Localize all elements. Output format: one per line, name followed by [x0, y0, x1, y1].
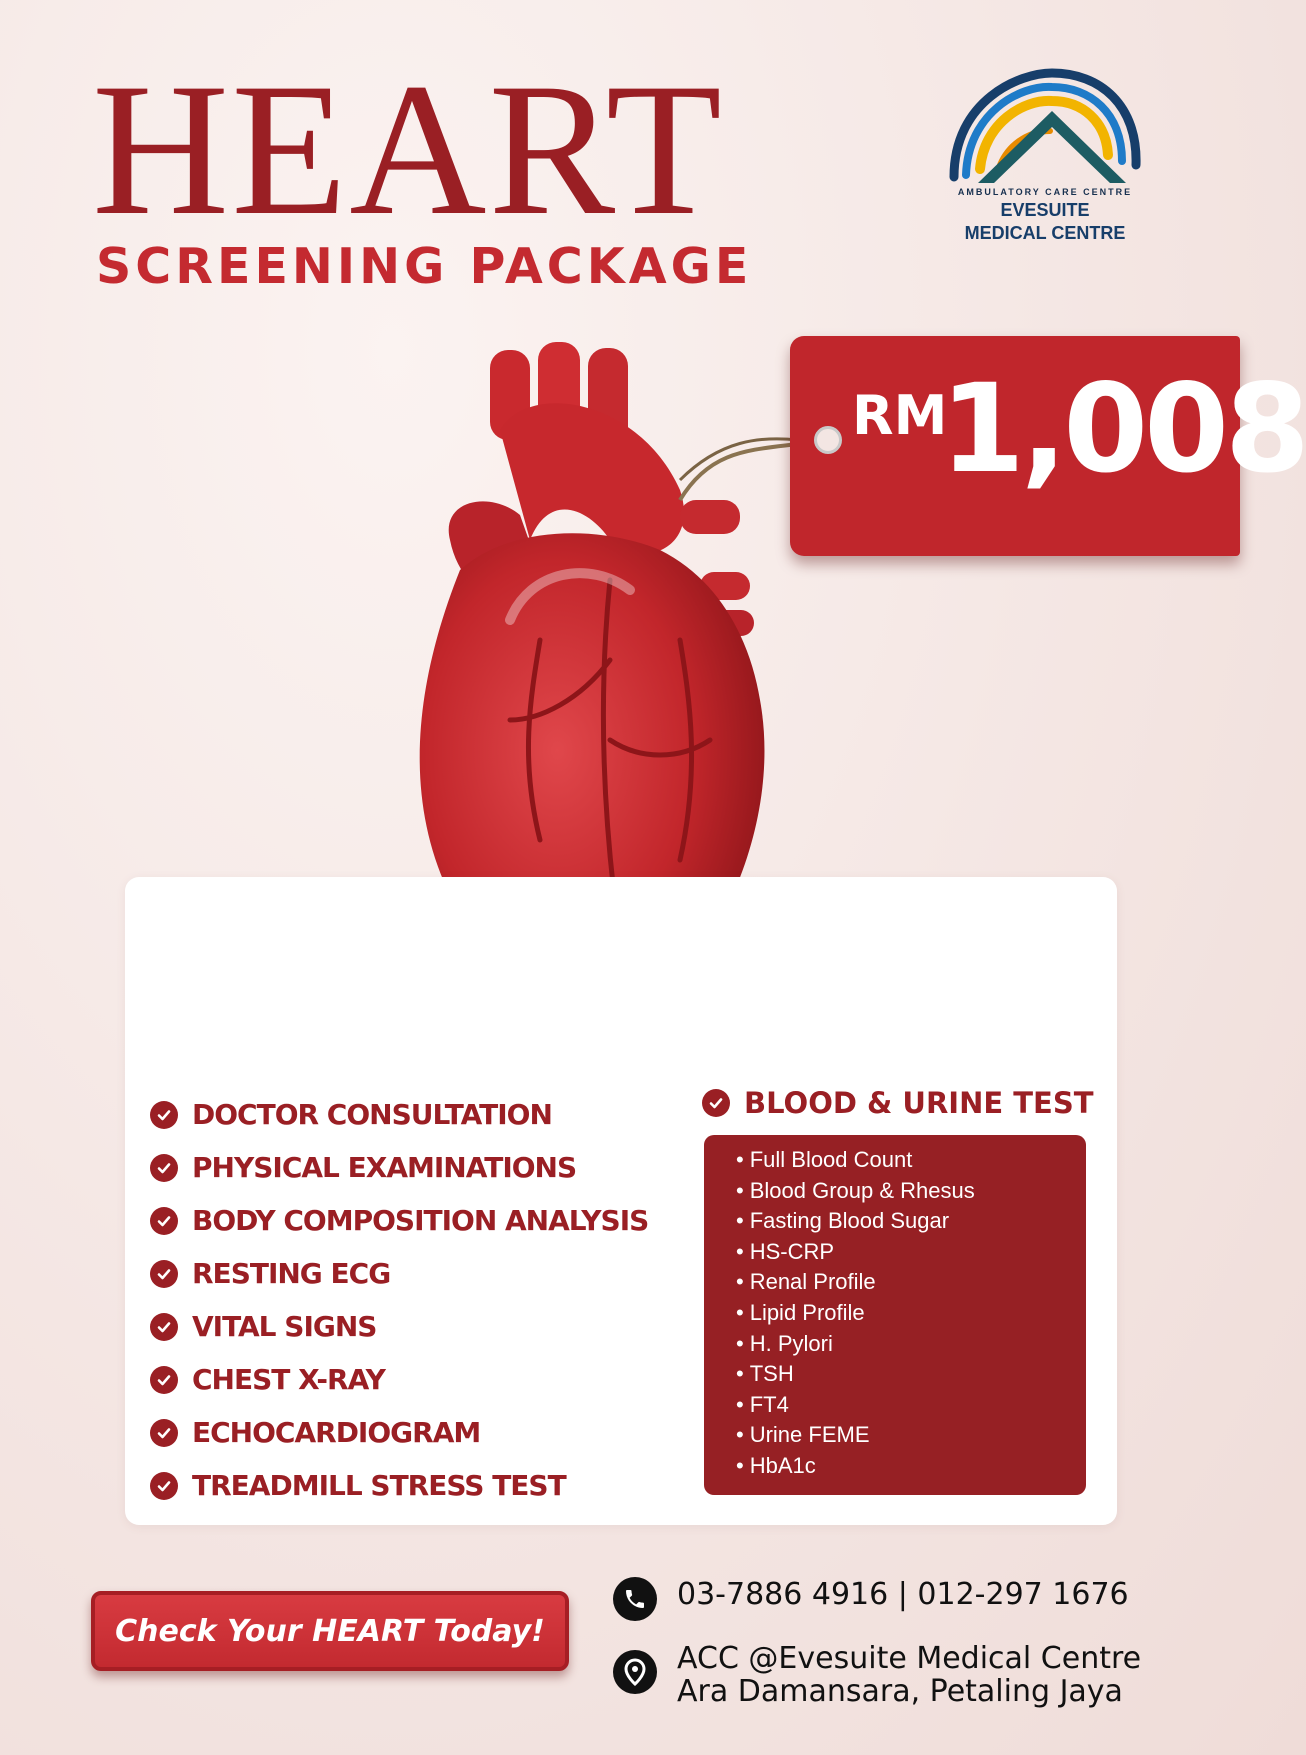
page-subtitle: SCREENING PACKAGE: [96, 238, 753, 295]
price-currency: RM: [852, 384, 948, 447]
page-title: HEART: [92, 45, 724, 255]
list-item: [150, 1300, 648, 1353]
list-item: • FT4: [736, 1390, 1086, 1421]
check-circle-icon: [150, 1313, 178, 1341]
list-item: [150, 1406, 648, 1459]
check-circle-icon: [150, 1154, 178, 1182]
clinic-logo: [940, 65, 1150, 255]
blood-test-list-box: [704, 1135, 1086, 1495]
list-item: [150, 1141, 648, 1194]
contact-address-line1: ACC @Evesuite Medical Centre: [677, 1641, 1142, 1676]
list-item: • Urine FEME: [736, 1420, 1086, 1451]
services-list: [150, 1088, 648, 1512]
check-circle-icon: [150, 1366, 178, 1394]
price-tag: [790, 336, 1306, 556]
logo-name-line1: EVESUITE: [1000, 200, 1090, 220]
blood-test-heading: [702, 1086, 1094, 1120]
check-circle-icon: [150, 1472, 178, 1500]
list-item: • Fasting Blood Sugar: [736, 1206, 1086, 1237]
list-item: • Lipid Profile: [736, 1298, 1086, 1329]
check-circle-icon: [702, 1089, 730, 1117]
logo-arc-icon: [940, 65, 1150, 190]
service-label: BODY COMPOSITION ANALYSIS: [192, 1204, 649, 1237]
location-pin-icon: [613, 1650, 657, 1694]
service-label: TREADMILL STRESS TEST: [192, 1469, 566, 1502]
phone-icon: [613, 1577, 657, 1621]
list-item: • HbA1c: [736, 1451, 1086, 1482]
contact-phone[interactable]: 03-7886 4916 | 012-297 1676: [677, 1577, 1129, 1612]
list-item: [150, 1459, 648, 1512]
check-circle-icon: [150, 1101, 178, 1129]
list-item: • Full Blood Count: [736, 1145, 1086, 1176]
service-label: DOCTOR CONSULTATION: [192, 1098, 552, 1131]
service-label: PHYSICAL EXAMINATIONS: [192, 1151, 577, 1184]
blood-test-list: [704, 1135, 1086, 1482]
service-label: VITAL SIGNS: [192, 1310, 377, 1343]
tag-string-icon: [680, 380, 800, 520]
service-label: CHEST X-RAY: [192, 1363, 385, 1396]
list-item: [150, 1194, 648, 1247]
list-item: • TSH: [736, 1359, 1086, 1390]
check-circle-icon: [150, 1207, 178, 1235]
service-label: ECHOCARDIOGRAM: [192, 1416, 481, 1449]
check-circle-icon: [150, 1419, 178, 1447]
list-item: • H. Pylori: [736, 1329, 1086, 1360]
contact-address-line2: Ara Damansara, Petaling Jaya: [677, 1674, 1123, 1709]
tag-hole-icon: [814, 426, 842, 454]
list-item: [150, 1088, 648, 1141]
price-amount: 1,008: [940, 358, 1306, 500]
logo-name-line2: MEDICAL CENTRE: [964, 223, 1126, 243]
service-label: RESTING ECG: [192, 1257, 391, 1290]
list-item: [150, 1353, 648, 1406]
blood-test-heading-label: BLOOD & URINE TEST: [744, 1086, 1094, 1120]
check-heart-button[interactable]: Check Your HEART Today!: [91, 1591, 569, 1671]
list-item: • HS-CRP: [736, 1237, 1086, 1268]
check-circle-icon: [150, 1260, 178, 1288]
list-item: • Renal Profile: [736, 1267, 1086, 1298]
logo-tagline: AMBULATORY CARE CENTRE: [957, 187, 1133, 197]
list-item: [150, 1247, 648, 1300]
list-item: • Blood Group & Rhesus: [736, 1176, 1086, 1207]
